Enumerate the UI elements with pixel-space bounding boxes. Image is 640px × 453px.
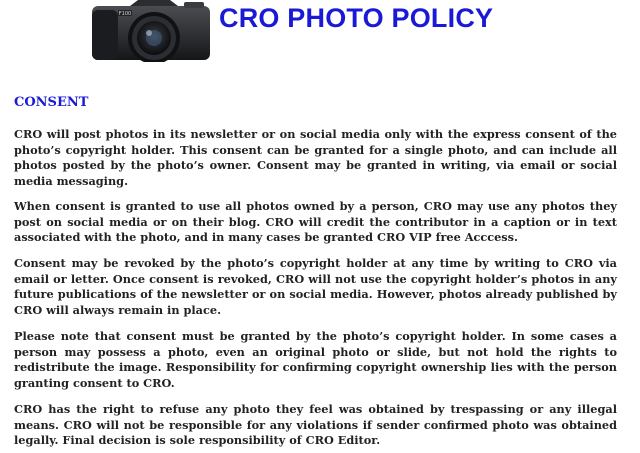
section-heading: CONSENT (14, 95, 89, 110)
paragraph-refusal-rights: CRO has the right to refuse any photo they feel was obtained by trespassing or any illegal means. CRO will not be responsible for any violations if sender confirmed photo was obtained legally. Final decision is sole responsibility of CRO Editor. (14, 402, 617, 448)
camera-badge: F100 (118, 11, 132, 17)
page-title: CRO PHOTO POLICY (219, 3, 494, 33)
paragraph-consent-scope: CRO will post photos in its newsletter or on social media only with the express consent of the photo’s copyright holder. This consent can be granted for a single photo, and can include all photos posted by the photo’s owner. Consent may be granted in writing, via email or social media messaging. (14, 127, 617, 188)
camera-icon (88, 0, 212, 62)
paragraph-consent-revocation: Consent may be revoked by the photo’s copyright holder at any time by writing to CRO via email or letter. Once consent is revoked, CRO will not use the copyright holder’s photos in any future publications of the newsletter or on social media. However, photos already published by CRO will always remain in place. (14, 256, 617, 317)
paragraph-consent-all-photos: When consent is granted to use all photos owned by a person, CRO may use any photos they post on social media or on their blog. CRO will credit the contributor in a caption or in text associated with the photo, and in many cases be granted CRO VIP free Acccess. (14, 199, 617, 245)
paragraph-copyright-holder: Please note that consent must be granted by the photo’s copyright holder. In some cases a person may possess a photo, even an original photo or slide, but not hold the rights to redistribute the image. Responsibility for confirming copyright ownership lies with the person granting consent to CRO. (14, 329, 617, 390)
